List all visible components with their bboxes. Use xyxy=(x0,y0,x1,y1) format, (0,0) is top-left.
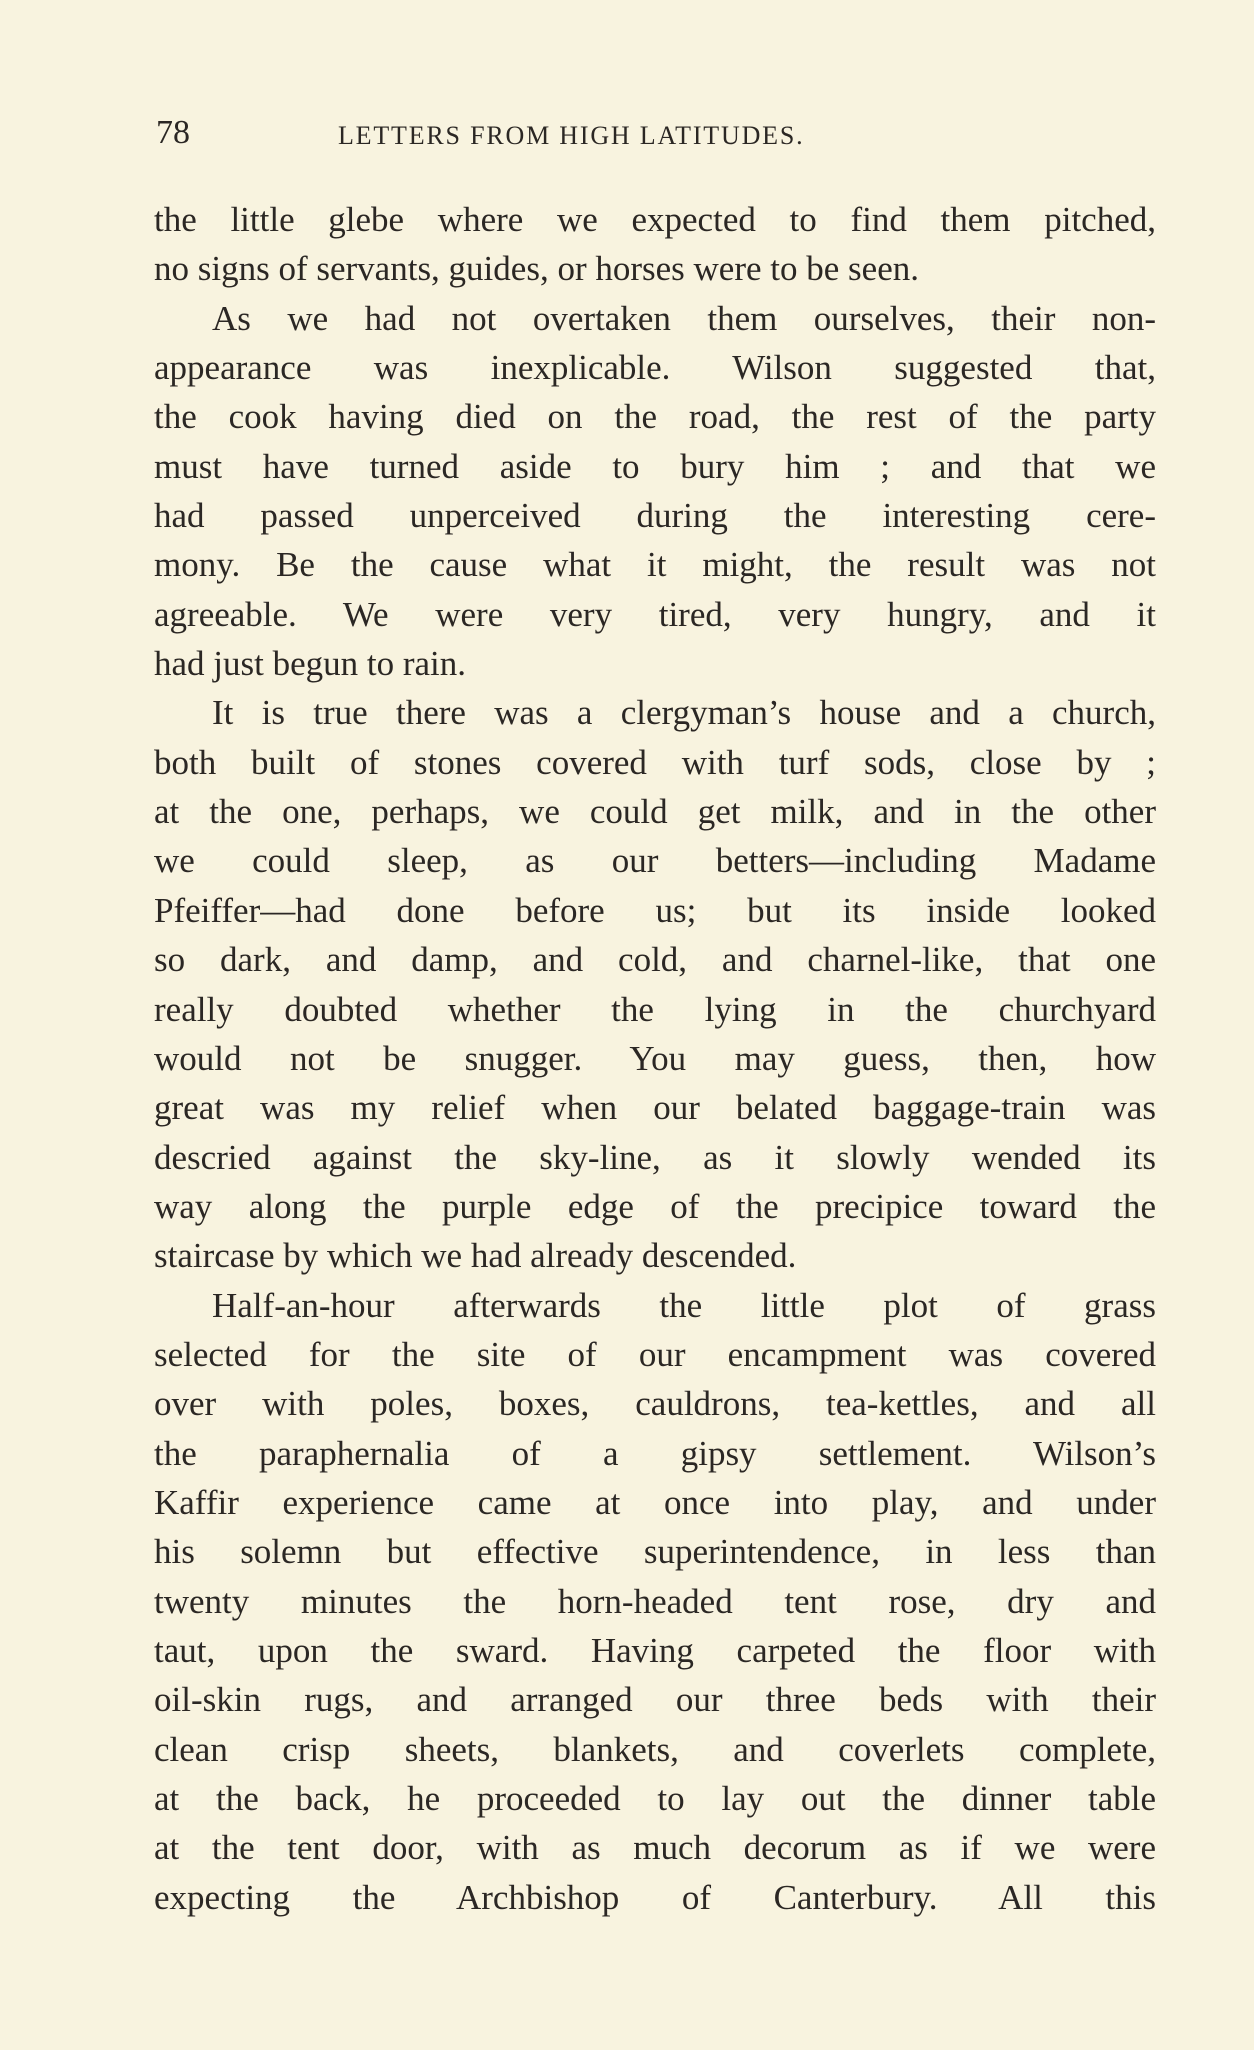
text-line: expecting the Archbishop of Canterbury. All this xyxy=(154,1877,1156,1917)
text-line: staircase by which we had already descended. xyxy=(154,1236,797,1276)
text-line: way along the purple edge of the precipice toward the xyxy=(154,1186,1156,1226)
text-line: clean crisp sheets, blankets, and coverlets complete, xyxy=(154,1729,1156,1769)
text-line: had just begun to rain. xyxy=(154,644,467,684)
text-line: at the tent door, with as much decorum as if we were xyxy=(154,1828,1156,1868)
text-line: As we had not overtaken them ourselves, their non- xyxy=(212,298,1156,338)
text-line: at the one, perhaps, we could get milk, and in the other xyxy=(154,792,1156,832)
text-line: must have turned aside to bury him ; and that we xyxy=(154,446,1156,486)
text-line: mony. Be the cause what it might, the result was not xyxy=(154,545,1156,585)
text-line: Pfeiffer—had done before us; but its inside looked xyxy=(154,890,1156,930)
text-line: Half-an-hour afterwards the little plot of grass xyxy=(212,1285,1156,1325)
text-line: both built of stones covered with turf sods, close by ; xyxy=(154,742,1156,782)
running-head: LETTERS FROM HIGH LATITUDES. xyxy=(338,121,805,150)
text-line: his solemn but effective superintendence, in less than xyxy=(154,1532,1156,1572)
text-line: descried against the sky-line, as it slowly wended its xyxy=(154,1137,1156,1177)
text-line: over with poles, boxes, cauldrons, tea-kettles, and all xyxy=(154,1384,1156,1424)
text-line: the paraphernalia of a gipsy settlement. Wilson’s xyxy=(154,1433,1156,1473)
text-line: would not be snugger. You may guess, then, how xyxy=(154,1038,1156,1078)
text-line: appearance was inexplicable. Wilson suggested that, xyxy=(154,348,1156,388)
text-line: had passed unperceived during the interesting cere- xyxy=(154,496,1156,536)
text-line: we could sleep, as our betters—including Madame xyxy=(154,841,1156,881)
page-number: 78 xyxy=(156,114,190,151)
text-line: the cook having died on the road, the rest of the party xyxy=(154,397,1156,437)
text-line: really doubted whether the lying in the churchyard xyxy=(154,989,1156,1029)
text-line: no signs of servants, guides, or horses were to be seen. xyxy=(154,249,919,289)
body-text xyxy=(154,195,1156,1922)
text-line: It is true there was a clergyman’s house and a church, xyxy=(212,693,1156,733)
text-line: agreeable. We were very tired, very hungry, and it xyxy=(154,594,1156,634)
text-line: twenty minutes the horn-headed tent rose, dry and xyxy=(154,1581,1156,1621)
text-line: selected for the site of our encampment was covered xyxy=(154,1334,1156,1374)
text-line: oil-skin rugs, and arranged our three beds with their xyxy=(154,1680,1156,1720)
text-line: so dark, and damp, and cold, and charnel-like, that one xyxy=(154,940,1156,980)
text-line: great was my relief when our belated baggage-train was xyxy=(154,1088,1156,1128)
text-line: the little glebe where we expected to find them pitched, xyxy=(154,200,1156,239)
text-line: at the back, he proceeded to lay out the dinner table xyxy=(154,1779,1156,1818)
text-line: Kaffir experience came at once into play, and under xyxy=(154,1482,1156,1522)
text-line: taut, upon the sward. Having carpeted the floor with xyxy=(154,1630,1156,1670)
